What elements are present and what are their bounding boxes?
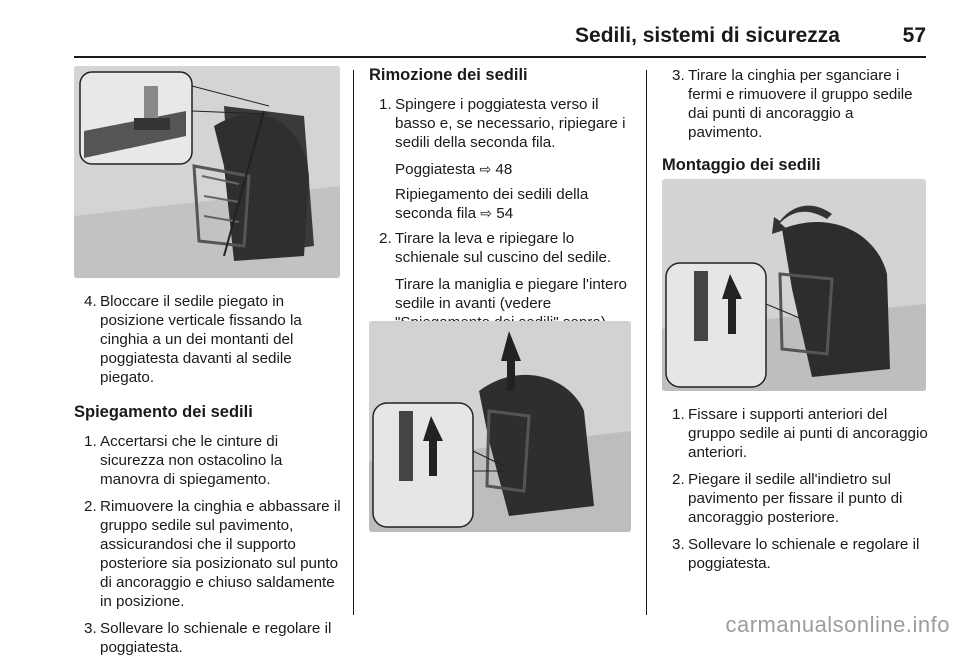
list-item bbox=[662, 66, 928, 142]
item-note: Tirare la maniglia e piegare l'intero sedile in avanti (vedere bbox=[395, 276, 627, 312]
figure-seat-mount bbox=[662, 179, 926, 391]
item-number: 2. bbox=[84, 498, 97, 515]
list-item bbox=[662, 535, 928, 573]
item-text: Sollevare lo schienale e regolare il poggiatesta. bbox=[688, 536, 920, 572]
item-text: Accertarsi che le cinture di sicurezza non ostacolino la manovra di spiegamento. bbox=[100, 433, 283, 488]
ref-label: Ripiegamento dei sedili della seconda fila bbox=[395, 186, 589, 222]
item-text: Tirare la cinghia per sganciare i fermi e rimuovere il gruppo sedile dai punti di ancoraggio a pavimento. bbox=[688, 67, 913, 141]
ref-page: 48 bbox=[495, 161, 513, 178]
item-text: Sollevare lo schienale e regolare il poggiatesta. bbox=[100, 620, 332, 656]
item-number: 1. bbox=[672, 406, 685, 423]
item-text: Tirare la leva e ripiegare lo schienale sul cuscino del sedile. bbox=[395, 230, 612, 266]
ref-label: Poggiatesta bbox=[395, 161, 476, 178]
page-header bbox=[74, 20, 926, 54]
item-text: Spingere i poggiatesta verso il basso e, se necessario, ripiegare i sedili della seconda fila. bbox=[395, 96, 626, 151]
column-divider-right bbox=[646, 70, 647, 615]
heading-remove: Rimozione dei sedili bbox=[369, 66, 528, 84]
heading-unfold: Spiegamento dei sedili bbox=[74, 403, 253, 421]
item-number: 1. bbox=[379, 96, 392, 113]
arrow-right-icon: ⇨ bbox=[479, 161, 492, 177]
item-text: Piegare il sedile all'indietro sul pavimento per fissare il punto di ancoraggio posteriore. bbox=[688, 471, 903, 526]
watermark: carmanualsonline.info bbox=[725, 612, 950, 637]
page-number: 57 bbox=[902, 24, 926, 47]
col1-text bbox=[74, 292, 344, 665]
list-item bbox=[74, 292, 344, 387]
cross-reference[interactable] bbox=[369, 160, 635, 179]
item-number: 2. bbox=[672, 471, 685, 488]
section-title: Sedili, sistemi di sicurezza bbox=[575, 24, 840, 47]
item-text: Bloccare il sedile piegato in posizione verticale fissando la cinghia a un dei montanti del poggiatesta davanti al sedile piegato. bbox=[100, 293, 302, 386]
list-item bbox=[662, 470, 928, 527]
list-item bbox=[74, 619, 344, 657]
item-text: Rimuovere la cinghia e abbassare il gruppo sedile sul pavimento, assicurandosi che il supporto posteriore sia posizionato sul punto di ancoraggio e chiuso saldamente in posizione. bbox=[100, 498, 341, 610]
ref-page: 54 bbox=[496, 205, 514, 222]
figure-seat-fold-forward bbox=[369, 321, 631, 532]
list-item bbox=[662, 405, 928, 462]
item-number: 3. bbox=[84, 620, 97, 637]
column-divider-left bbox=[353, 70, 354, 615]
item-number: 3. bbox=[672, 67, 685, 84]
list-item bbox=[74, 432, 344, 489]
col3-text-bottom bbox=[662, 405, 928, 581]
item-number: 4. bbox=[84, 293, 97, 310]
list-item bbox=[74, 497, 344, 611]
list-item bbox=[369, 229, 635, 267]
header-rule bbox=[74, 56, 926, 58]
list-item bbox=[369, 95, 635, 152]
cross-reference[interactable] bbox=[369, 185, 635, 223]
heading-mount: Montaggio dei sedili bbox=[662, 156, 821, 174]
item-text: Fissare i supporti anteriori del gruppo sedile ai punti di ancoraggio anteriori. bbox=[688, 406, 928, 461]
col2-text bbox=[369, 66, 635, 338]
item-number: 3. bbox=[672, 536, 685, 553]
arrow-right-icon: ⇨ bbox=[480, 205, 493, 221]
col3-text-top bbox=[662, 66, 928, 175]
item-number: 1. bbox=[84, 433, 97, 450]
figure-seat-strap bbox=[74, 66, 340, 278]
item-number: 2. bbox=[379, 230, 392, 247]
